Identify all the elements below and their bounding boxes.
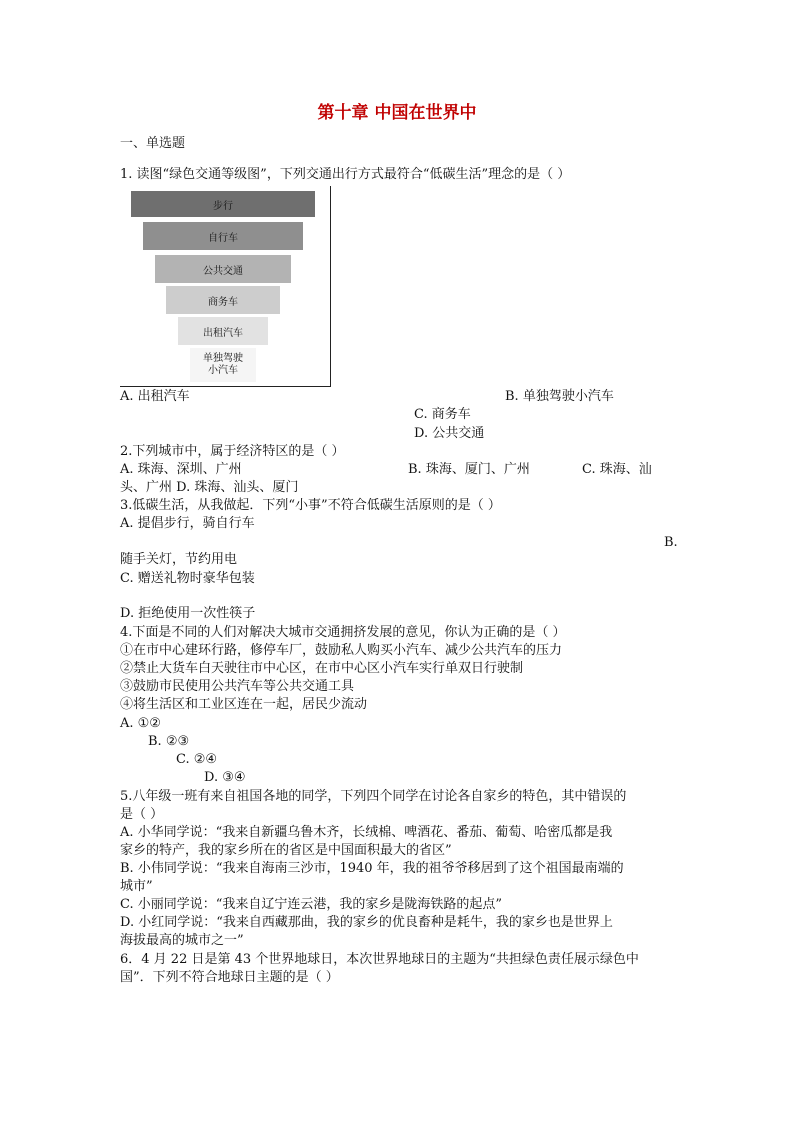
page-title: 第十章 中国在世界中	[317, 103, 477, 123]
q5-option-a-line2: 家乡的特产，我的家乡所在的省区是中国面积最大的省区”	[120, 843, 452, 858]
q4-statement-3: ③鼓励市民使用公共汽车等公共交通工具	[120, 679, 355, 694]
pyramid-band-public-transport: 公共交通	[155, 255, 291, 283]
q3-option-c: C. 赠送礼物时豪华包装	[120, 571, 255, 586]
q4-statement-2: ②禁止大货车白天驶往市中心区，在市中心区小汽车实行单双日行驶制	[120, 661, 524, 676]
q5-stem-line1: 5.八年级一班有来自祖国各地的同学，下列四个同学在讨论各自家乡的特色，其中错误的	[120, 789, 627, 804]
q4-option-d: D. ③④	[204, 770, 246, 785]
q4-statement-4: ④将生活区和工业区连在一起，居民少流动	[120, 697, 368, 712]
q2-option-c: C. 珠海、汕	[582, 462, 652, 477]
q6-stem-line1: 6．4 月 22 日是第 43 个世界地球日，本次世界地球日的主题为“共担绿色责任展示绿色中	[120, 952, 639, 967]
q1-option-b: B. 单独驾驶小汽车	[505, 389, 614, 404]
q3-option-b-text: 随手关灯，节约用电	[120, 552, 238, 567]
section-heading: 一、单选题	[120, 136, 186, 151]
q6-stem-line2: 国”．下列不符合地球日主题的是（ ）	[120, 970, 339, 985]
q4-option-b: B. ②③	[148, 734, 190, 749]
q2-option-a: A. 珠海、深圳、广州	[120, 462, 242, 477]
q4-stem: 4.下面是不同的人们对解决大城市交通拥挤发展的意见，你认为正确的是（ ）	[120, 625, 566, 640]
q2-option-line2: 头、广州 D. 珠海、汕头、厦门	[120, 480, 299, 495]
q5-option-c: C. 小丽同学说：“我来自辽宁连云港，我的家乡是陇海铁路的起点”	[120, 897, 503, 912]
green-transport-pyramid-figure	[120, 186, 331, 387]
q5-option-b-line2: 城市”	[120, 879, 153, 894]
private-car-label-line2: 小汽车	[208, 365, 238, 376]
q3-option-b-label: B.	[664, 535, 678, 550]
q1-option-c: C. 商务车	[414, 407, 471, 422]
pyramid-band-taxi: 出租汽车	[178, 317, 268, 345]
q2-option-b: B. 珠海、厦门、广州	[408, 462, 530, 477]
q3-option-a: A. 提倡步行，骑自行车	[120, 516, 255, 531]
q5-option-d-line2: 海拔最高的城市之一”	[120, 933, 244, 948]
q5-option-d-line1: D. 小红同学说：“我来自西藏那曲，我的家乡的优良畜种是耗牛，我的家乡也是世界上	[120, 915, 613, 930]
q3-option-d: D. 拒绝使用一次性筷子	[120, 606, 256, 621]
pyramid-band-private-car	[190, 348, 256, 382]
pyramid-band-business-car: 商务车	[166, 286, 280, 314]
q3-stem: 3.低碳生活，从我做起．下列“小事”不符合低碳生活原则的是（ ）	[120, 498, 501, 513]
pyramid-band-bicycle: 自行车	[143, 222, 303, 250]
q4-option-a: A. ①②	[120, 716, 161, 731]
q4-statement-1: ①在市中心建环行路，修停车厂，鼓励私人购买小汽车、减少公共汽车的压力	[120, 643, 563, 658]
q5-stem-line2: 是（ ）	[120, 807, 164, 822]
q4-option-c: C. ②④	[176, 752, 218, 767]
q2-stem: 2.下列城市中，属于经济特区的是（ ）	[120, 444, 345, 459]
q5-option-a-line1: A. 小华同学说：“我来自新疆乌鲁木齐，长绒棉、啤酒花、番茄、葡萄、哈密瓜都是我	[120, 825, 613, 840]
q1-stem: 1. 读图“绿色交通等级图”，下列交通出行方式最符合“低碳生活”理念的是（ ）	[120, 167, 571, 182]
q5-option-b-line1: B. 小伟同学说：“我来自海南三沙市，1940 年，我的祖爷爷移居到了这个祖国最南端的	[120, 861, 624, 876]
private-car-label-line1: 单独驾驶	[203, 353, 243, 364]
q1-option-d: D. 公共交通	[414, 426, 485, 441]
q1-option-a: A. 出租汽车	[120, 389, 190, 404]
pyramid-band-walk: 步行	[131, 191, 315, 217]
